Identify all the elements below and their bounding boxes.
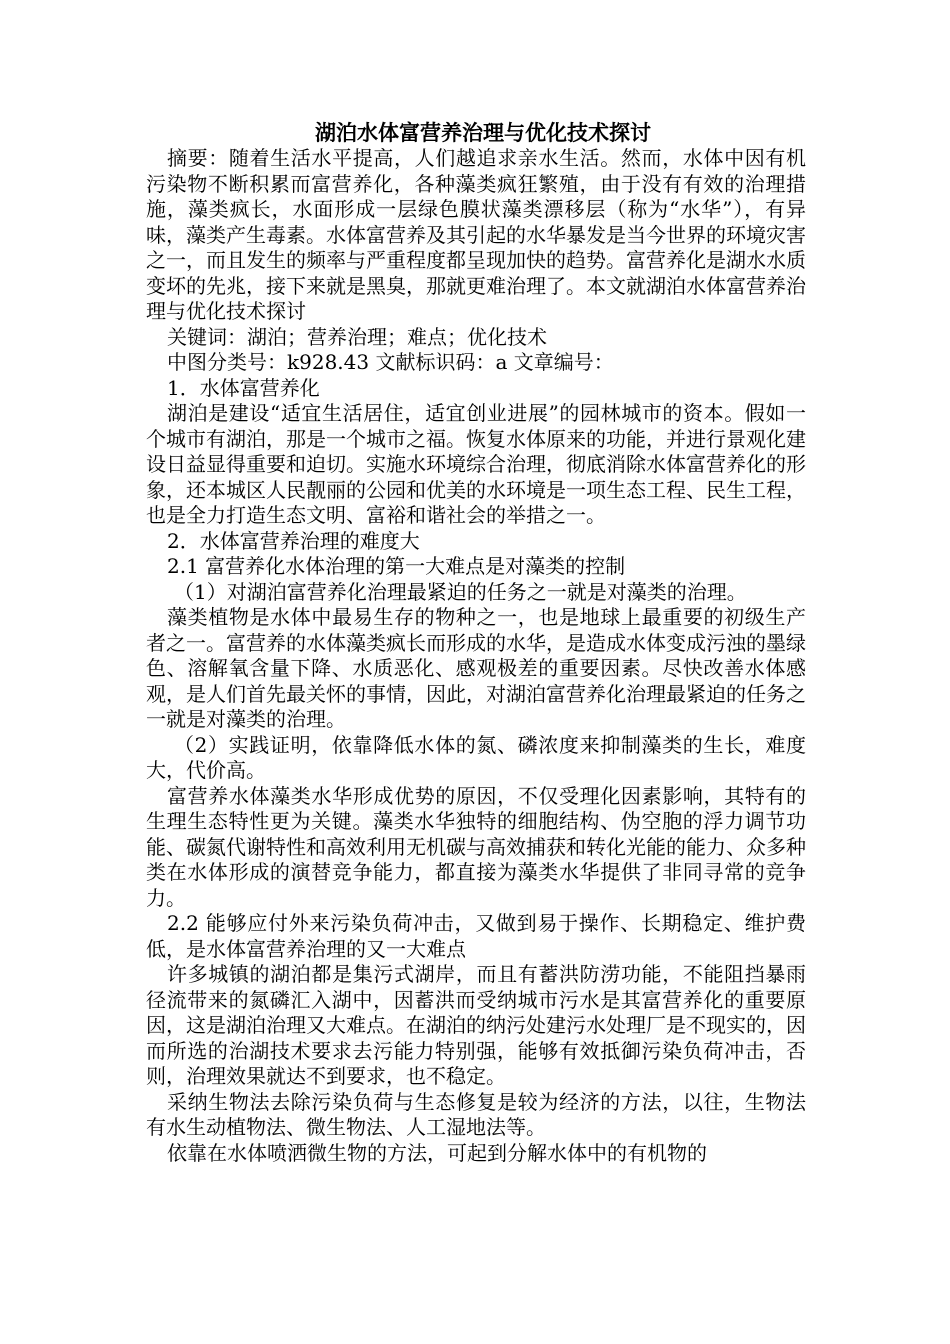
- section-2-1-heading: 2.1 富营养化水体治理的第一大难点是对藻类的控制: [167, 554, 626, 578]
- keywords-line: 关键词：湖泊；营养治理；难点；优化技术: [167, 324, 547, 349]
- point-2-heading: （2）实践证明，依靠降低水体的氮、磷浓度来抑制藻类的生长，难度大，代价高。: [146, 732, 806, 782]
- point-2-paragraph: 富营养水体藻类水华形成优势的原因，不仅受理化因素影响，其特有的生理生态特性更为关键。藻类水华独特的细胞结构、伪空胞的浮力调节功能、碳氮代谢特性和高效利用无机碳与高效捕获和转化光能的能力、众多种类在水体形成的演替竞争能力，都直接为藻类水华提供了非同寻常的竞争力。: [146, 783, 806, 910]
- document-title: 湖泊水体富营养治理与优化技术探讨: [315, 121, 651, 145]
- abstract-paragraph: 摘要：随着生活水平提高，人们越追求亲水生活。然而，水体中因有机污染物不断积累而富营养化，各种藻类疯狂繁殖，由于没有有效的治理措施，藻类疯长，水面形成一层绿色膜状藻类漂移层（称为“水华”），有异味，藻类产生毒素。水体富营养及其引起的水华暴发是当今世界的环境灾害之一，而且发生的频率与严重程度都呈现加快的趋势。富营养化是湖水水质变坏的先兆，接下来就是黑臭，那就更难治理了。本文就湖泊水体富营养治理与优化技术探讨: [146, 146, 806, 323]
- section-2-2-paragraph-2: 采纳生物法去除污染负荷与生态修复是较为经济的方法，以往，生物法有水生动植物法、微生物法、人工湿地法等。: [146, 1089, 806, 1139]
- section-2-2-heading: 2.2 能够应付外来污染负荷冲击，又做到易于操作、长期稳定、维护费低，是水体富营养治理的又一大难点: [146, 911, 806, 961]
- point-1-paragraph: 藻类植物是水体中最易生存的物种之一，也是地球上最重要的初级生产者之一。富营养的水体藻类疯长而形成的水华，是造成水体变成污浊的墨绿色、溶解氧含量下降、水质恶化、感观极差的重要因素。尽快改善水体感观，是人们首先最关怀的事情，因此，对湖泊富营养化治理最紧迫的任务之一就是对藻类的治理。: [146, 605, 806, 731]
- section-1-heading: 1．水体富营养化: [167, 375, 320, 400]
- point-1-heading: （1）对湖泊富营养化治理最紧迫的任务之一就是对藻类的治理。: [174, 579, 747, 604]
- section-2-2-paragraph-3: 依靠在水体喷洒微生物的方法，可起到分解水体中的有机物的: [167, 1140, 707, 1165]
- section-2-2-paragraph-1: 许多城镇的湖泊都是集污式湖岸，而且有蓄洪防涝功能，不能阻挡暴雨径流带来的氮磷汇入湖中，因蓄洪而受纳城市污水是其富营养化的重要原因，这是湖泊治理又大难点。在湖泊的纳污处建污水处理厂是不现实的，因而所选的治湖技术要求去污能力特别强，能够有效抵御污染负荷冲击，否则，治理效果就达不到要求，也不稳定。: [146, 962, 806, 1088]
- classification-line: 中图分类号：k928.43 文献标识码：a 文章编号：: [167, 350, 614, 374]
- section-2-heading: 2．水体富营养治理的难度大: [167, 528, 420, 553]
- document-page: [146, 120, 806, 1166]
- section-1-paragraph: 湖泊是建设“适宜生活居住，适宜创业进展”的园林城市的资本。假如一个城市有湖泊，那是一个城市之福。恢复水体原来的功能，并进行景观化建设日益显得重要和迫切。实施水环境综合治理，彻底消除水体富营养化的形象，还本城区人民靓丽的公园和优美的水环境是一项生态工程、民生工程，也是全力打造生态文明、富裕和谐社会的举措之一。: [146, 401, 806, 527]
